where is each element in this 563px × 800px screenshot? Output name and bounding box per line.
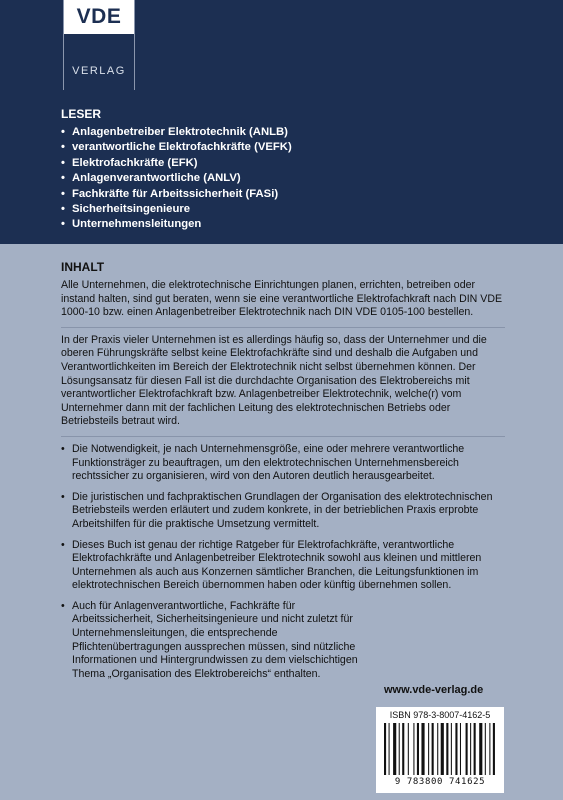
barcode-stripe — [413, 723, 414, 775]
barcode-stripe — [399, 723, 400, 775]
barcode-stripe — [384, 723, 386, 775]
barcode-stripe — [479, 723, 482, 775]
barcode-bars — [384, 723, 496, 775]
barcode-stripe — [474, 723, 476, 775]
intro-paragraph: Alle Unternehmen, die elektrotechnische Einrichtungen planen, errichten, betreiben oder instand halten, sind gut beraten, wenn sie eine verantwortliche Elektrofachkraft nach DIN VDE 1000-10 bzw. einen Anlagenbetreiber Elektrotechnik nach DIN VDE 0105-100 bestellen. — [61, 279, 503, 319]
contents-bullet: • Auch für Anlagenverantwortliche, Fachkräfte für Arbeitssicherheit, Sicherheitsingenieure und nicht zuletzt für Unternehmensleitungen, die entsprechende Pflichtenübertragungen aussprechen müssen, sind nützliche Informationen und Hintergrundwissen zu dem vielschichtigen Thema „Organisation des Elektrobereichs“ enthalten. — [61, 600, 377, 682]
barcode-stripe — [485, 723, 486, 775]
publisher-website: www.vde-verlag.de — [384, 684, 484, 696]
readers-list — [61, 125, 292, 233]
logo-verlag: VERLAG — [72, 65, 126, 77]
barcode-stripe — [393, 723, 396, 775]
barcode-stripe — [446, 723, 448, 775]
readers-item: • Anlagenbetreiber Elektrotechnik (ANLB) — [61, 125, 292, 140]
divider — [61, 327, 505, 328]
practice-paragraph: In der Praxis vieler Unternehmen ist es allerdings häufig so, dass der Unternehmer und die oberen Führungskräfte selbst keine Elektrofachkräfte sind und deshalb die Aufgaben und Verantwortlichkeiten im Bereich der Elektrotechnik nicht selbst übernehmen können. Der Lösungsansatz für diesen Fall ist die durchdachte Organisation des Elektrobereichs mit verantwortlicher Elektrofachkraft bzw. Anlagenbetreiber Elektrotechnik, welche(r) vom Unternehmer dann mit der fachlichen Leitung des elektrotechnischen Betriebs oder Betriebsteils betraut wird. — [61, 333, 487, 428]
barcode-stripe — [408, 723, 409, 775]
barcode-stripe — [466, 723, 468, 775]
contents-bullet: • Dieses Buch ist genau der richtige Ratgeber für Elektrofachkräfte, verantwortliche Elektrofachkräfte und Anlagenbetreiber Elektrotechnik sowohl aus kleinen und mittleren Unternehmen als auch aus Konzernen sämtlicher Branchen, die Leitungsfunktionen im elektrotechnischen Bereich übernommen haben oder künftig übernehmen sollen. — [61, 539, 505, 593]
barcode-number: 9 783800 741625 — [394, 777, 486, 787]
contents-bullet: • Die Notwendigkeit, je nach Unternehmensgröße, eine oder mehrere verantwortliche Funktionsträger zu beauftragen, um den elektrotechnischen Unternehmensbereich rechtssicher zu organisieren, wird von den Autoren deutlich herausgearbeitet. — [61, 443, 505, 484]
barcode-stripe — [417, 723, 419, 775]
cover-top-panel — [0, 0, 563, 244]
barcode-stripe — [493, 723, 495, 775]
barcode-stripe — [455, 723, 457, 775]
barcode-stripe — [432, 723, 434, 775]
contents-body — [61, 279, 505, 688]
readers-heading: LESER — [61, 107, 102, 121]
logo-vde: VDE — [64, 0, 134, 34]
barcode-stripe — [402, 723, 404, 775]
barcode-stripe — [437, 723, 438, 775]
isbn-label: ISBN 978-3-8007-4162-5 — [389, 710, 491, 720]
barcode-block — [376, 707, 504, 793]
cover-bottom-panel — [0, 244, 563, 800]
barcode-stripe — [389, 723, 390, 775]
barcode-stripe — [421, 723, 424, 775]
contents-bullet: • Die juristischen und fachpraktischen Grundlagen der Organisation des elektrotechnischen Betriebsteils werden erläutert und zudem konkrete, in der betrieblichen Praxis erprobte Arbeitshilfen für die praktische Umsetzung vermittelt. — [61, 491, 505, 532]
barcode-stripe — [441, 723, 444, 775]
publisher-logo — [63, 0, 135, 90]
readers-item: • Elektrofachkräfte (EFK) — [61, 156, 292, 171]
readers-item: • Unternehmensleitungen — [61, 217, 292, 232]
contents-bullets — [61, 443, 505, 682]
barcode-stripe — [489, 723, 490, 775]
divider — [61, 436, 505, 437]
barcode-stripe — [470, 723, 471, 775]
barcode-stripe — [451, 723, 452, 775]
contents-heading: INHALT — [61, 260, 105, 274]
readers-item: • verantwortliche Elektrofachkräfte (VEFK) — [61, 140, 292, 155]
readers-item: • Sicherheitsingenieure — [61, 202, 292, 217]
readers-item: • Anlagenverantwortliche (ANLV) — [61, 171, 292, 186]
readers-item: • Fachkräfte für Arbeitssicherheit (FASi) — [61, 187, 292, 202]
barcode-stripe — [428, 723, 429, 775]
barcode-stripe — [460, 723, 461, 775]
